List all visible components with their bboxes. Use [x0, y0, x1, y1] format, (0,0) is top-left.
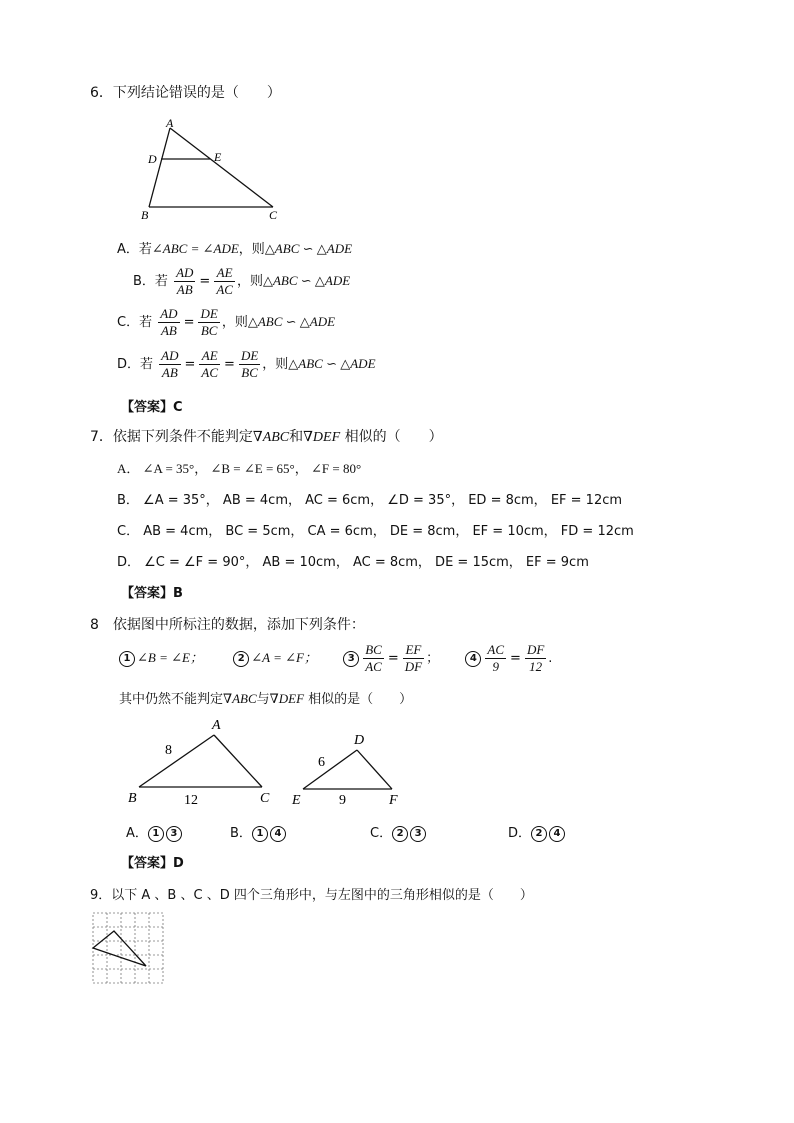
q6-stem: 6．下列结论错误的是（ ） — [90, 85, 281, 101]
q8-cond4-num: 4 — [465, 651, 481, 667]
q8-side-ef: 9 — [339, 793, 346, 808]
q8-side-bc: 12 — [184, 793, 198, 808]
q8-conditions: 1 ∠B = ∠E； 2 ∠A = ∠F； 3 $\frac{BC}{AC}$ = $\frac{EF}{DF}$ ； 4 $\frac{AC}{9}$ = $\frac{DF}{12}$ . — [119, 642, 552, 675]
q8-cond1-num: 1 — [119, 651, 135, 667]
q9-triangle — [93, 931, 146, 966]
q7-option-c[interactable]: C． AB = 4cm， BC = 5cm， CA = 6cm， DE = 8cm， EF = 10cm， FD = 12cm — [117, 524, 634, 539]
q8-label-e: E — [292, 793, 301, 808]
q6-label-a: A — [166, 116, 174, 130]
q6-label-e: E — [214, 150, 222, 164]
q6-label-c: C — [269, 208, 278, 222]
q8-label-b: B — [128, 791, 137, 806]
q6-option-d[interactable]: D．若 $\frac{AD}{AB}$ = $\frac{AE}{AC}$ = $\frac{DE}{BC}$ ，则△ABC ∽ △ADE — [117, 348, 376, 380]
q8-cond3-num: 3 — [343, 651, 359, 667]
q8-label-f: F — [389, 793, 398, 808]
q7-option-d[interactable]: D． ∠C = ∠F = 90°， AB = 10cm， AC = 8cm， DE = 15cm， EF = 9cm — [117, 555, 589, 570]
q8-label-a: A — [212, 718, 221, 733]
q8-option-d[interactable]: D． 2 4 — [508, 822, 567, 842]
q8-label-c: C — [260, 791, 270, 806]
q8-cond2-num: 2 — [233, 651, 249, 667]
q8-option-b[interactable]: B． 1 4 — [230, 822, 288, 842]
q6-figure — [135, 112, 285, 224]
q8-answer: 【答案】D — [121, 856, 184, 871]
q6-label-b: B — [141, 208, 149, 222]
q6-option-b[interactable]: B．若 $\frac{AD}{AB}$ = $\frac{AE}{AC}$ ，则△ABC ∽ △ADE — [133, 265, 351, 297]
q6-answer: 【答案】C — [121, 400, 183, 415]
q9-stem: 9．以下 A 、B 、C 、D 四个三角形中，与左图中的三角形相似的是（ ） — [90, 888, 533, 903]
q8-stem: 8 依据图中所标注的数据，添加下列条件： — [90, 617, 365, 633]
q7-option-b[interactable]: B． ∠A = 35°， AB = 4cm， AC = 6cm， ∠D = 35°， ED = 8cm， EF = 12cm — [117, 493, 623, 508]
q8-side-ab: 8 — [165, 743, 172, 758]
q6-label-d: D — [148, 152, 157, 166]
q8-option-a[interactable]: A． 1 3 — [126, 822, 184, 842]
q8-side-de: 6 — [318, 755, 325, 770]
q8-subquestion: 其中仍然不能判定∇ABC与∇DEF 相似的是（ ） — [119, 691, 413, 707]
q9-grid-figure — [90, 910, 166, 986]
q7-answer: 【答案】B — [121, 586, 183, 601]
q8-figure — [120, 712, 420, 812]
q8-option-c[interactable]: C． 2 3 — [370, 822, 428, 842]
q8-label-d: D — [354, 733, 365, 748]
q6-option-a[interactable]: A．若∠ABC = ∠ADE，则△ABC ∽ △ADE — [117, 241, 353, 257]
q7-option-a[interactable]: A． ∠A = 35°， ∠B = ∠E = 65°， ∠F = 80° — [117, 461, 362, 476]
q6-option-c[interactable]: C．若 $\frac{AD}{AB}$ = $\frac{DE}{BC}$ ，则△ABC ∽ △ADE — [117, 306, 336, 338]
q7-stem: 7．依据下列条件不能判定∇ABC和∇DEF 相似的（ ） — [90, 429, 443, 445]
